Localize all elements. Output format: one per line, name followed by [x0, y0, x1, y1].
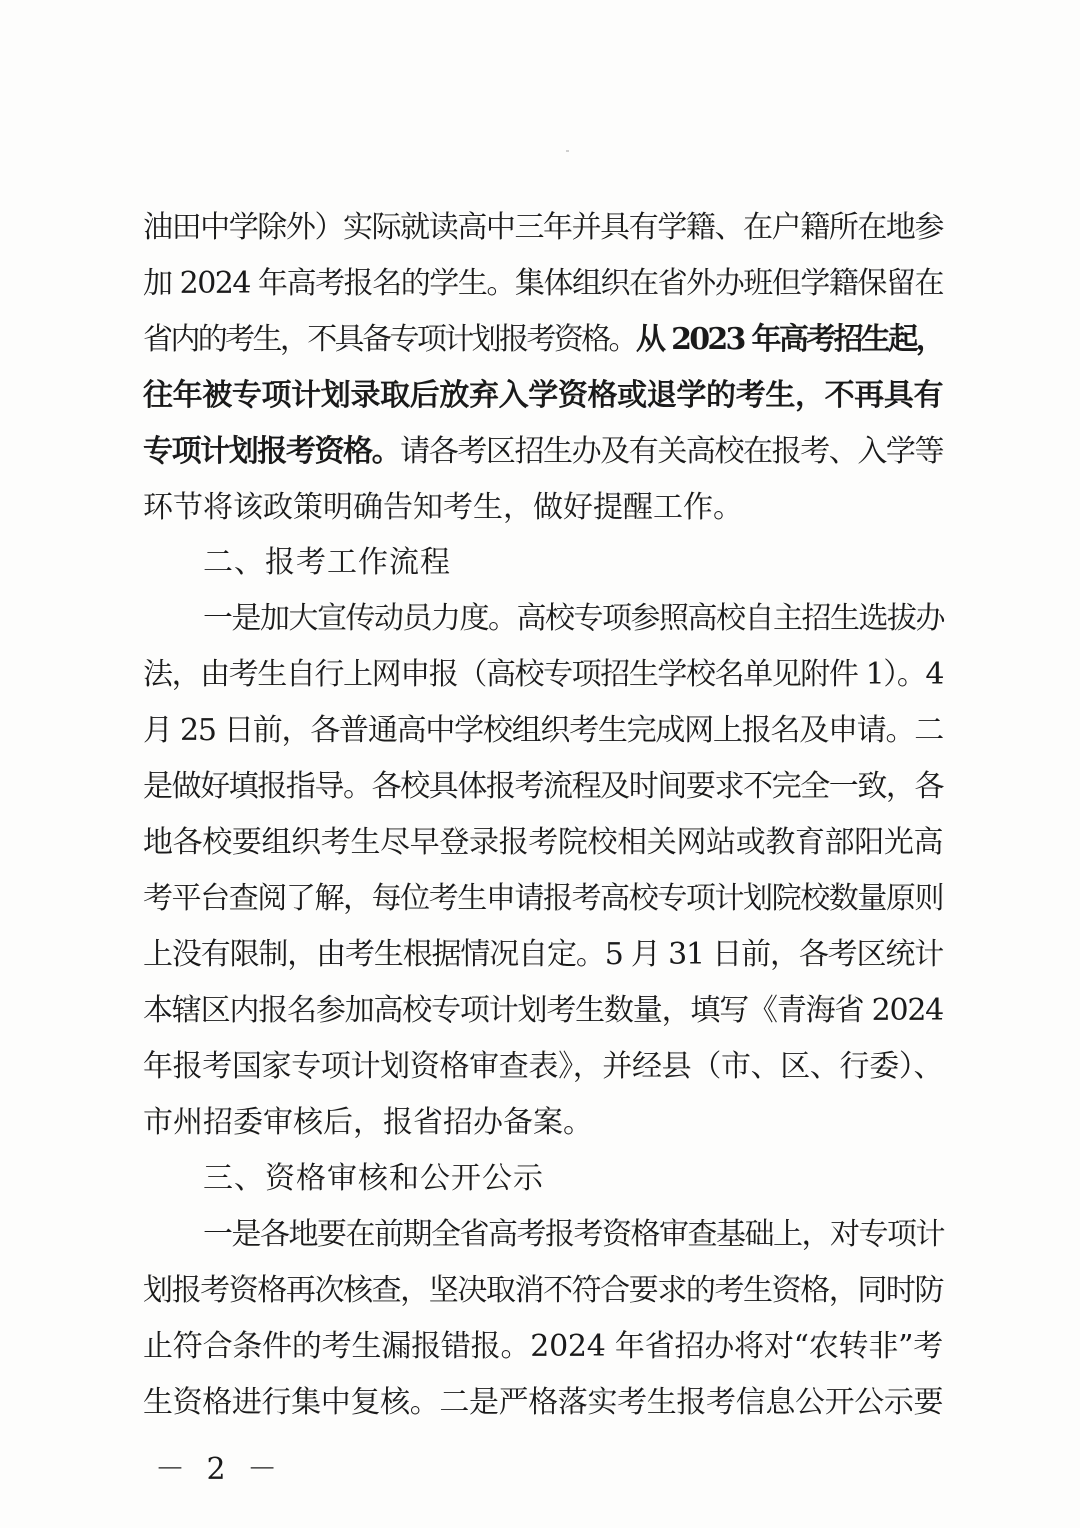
section3-heading: 三、资格审核和公开公示	[203, 1161, 544, 1196]
para1-line5-normal: 请各考区招生办及有关高校在报考、入学等	[400, 434, 944, 469]
para1-line2: 加 2024 年高考报名的学生。集体组织在省外办班但学籍保留在	[143, 266, 943, 301]
para1-line4: 往年被专项计划录取后放弃入学资格或退学的考生，不再具有	[143, 378, 943, 413]
para1-line3-bold: 从 2023 年高考招生起，	[635, 322, 943, 357]
para1-line3-normal: 省内的考生，不具备专项计划报考资格。	[143, 322, 636, 357]
para1-line5-bold: 专项计划报考资格。	[143, 434, 401, 469]
section3-line2: 划报考资格再次核查，坚决取消不符合要求的考生资格，同时防	[143, 1273, 943, 1308]
section2-line7: 上没有限制，由考生根据情况自定。5 月 31 日前，各考区统计	[143, 937, 943, 972]
section2-line8: 本辖区内报名参加高校专项计划考生数量，填写《青海省 2024	[143, 993, 943, 1028]
para1-line1: 油田中学除外）实际就读高中三年并具有学籍、在户籍所在地参	[143, 210, 943, 245]
para1-line3	[143, 320, 943, 360]
section2-heading: 二、报考工作流程	[203, 545, 451, 580]
section3-line1: 一是各地要在前期全省高考报考资格审查基础上，对专项计	[203, 1217, 944, 1252]
page-number: － 2 －	[155, 1452, 284, 1487]
section2-line4: 是做好填报指导。各校具体报考流程及时间要求不完全一致，各	[143, 769, 943, 804]
section2-line5: 地各校要组织考生尽早登录报考院校相关网站或教育部阳光高	[143, 825, 943, 860]
section2-line1: 一是加大宣传动员力度。高校专项参照高校自主招生选拔办	[203, 601, 944, 636]
section2-line3: 月 25 日前，各普通高中学校组织考生完成网上报名及申请。二	[143, 713, 943, 748]
section2-line2: 法，由考生自行上网申报（高校专项招生学校名单见附件 1）。4	[143, 657, 943, 692]
section3-line4: 生资格进行集中复核。二是严格落实考生报考信息公开公示要	[143, 1385, 943, 1420]
section2-line6: 考平台查阅了解，每位考生申请报考高校专项计划院校数量原则	[143, 881, 943, 916]
para1-line6: 环节将该政策明确告知考生，做好提醒工作。	[143, 490, 743, 525]
section2-line10: 市州招委审核后，报省招办备案。	[143, 1105, 593, 1140]
section3-line3: 止符合条件的考生漏报错报。2024 年省招办将对“农转非”考	[143, 1329, 943, 1364]
section2-line9: 年报考国家专项计划资格审查表》，并经县（市、区、行委）、	[143, 1049, 943, 1084]
scan-mark	[566, 150, 569, 152]
para1-line5	[143, 432, 943, 472]
